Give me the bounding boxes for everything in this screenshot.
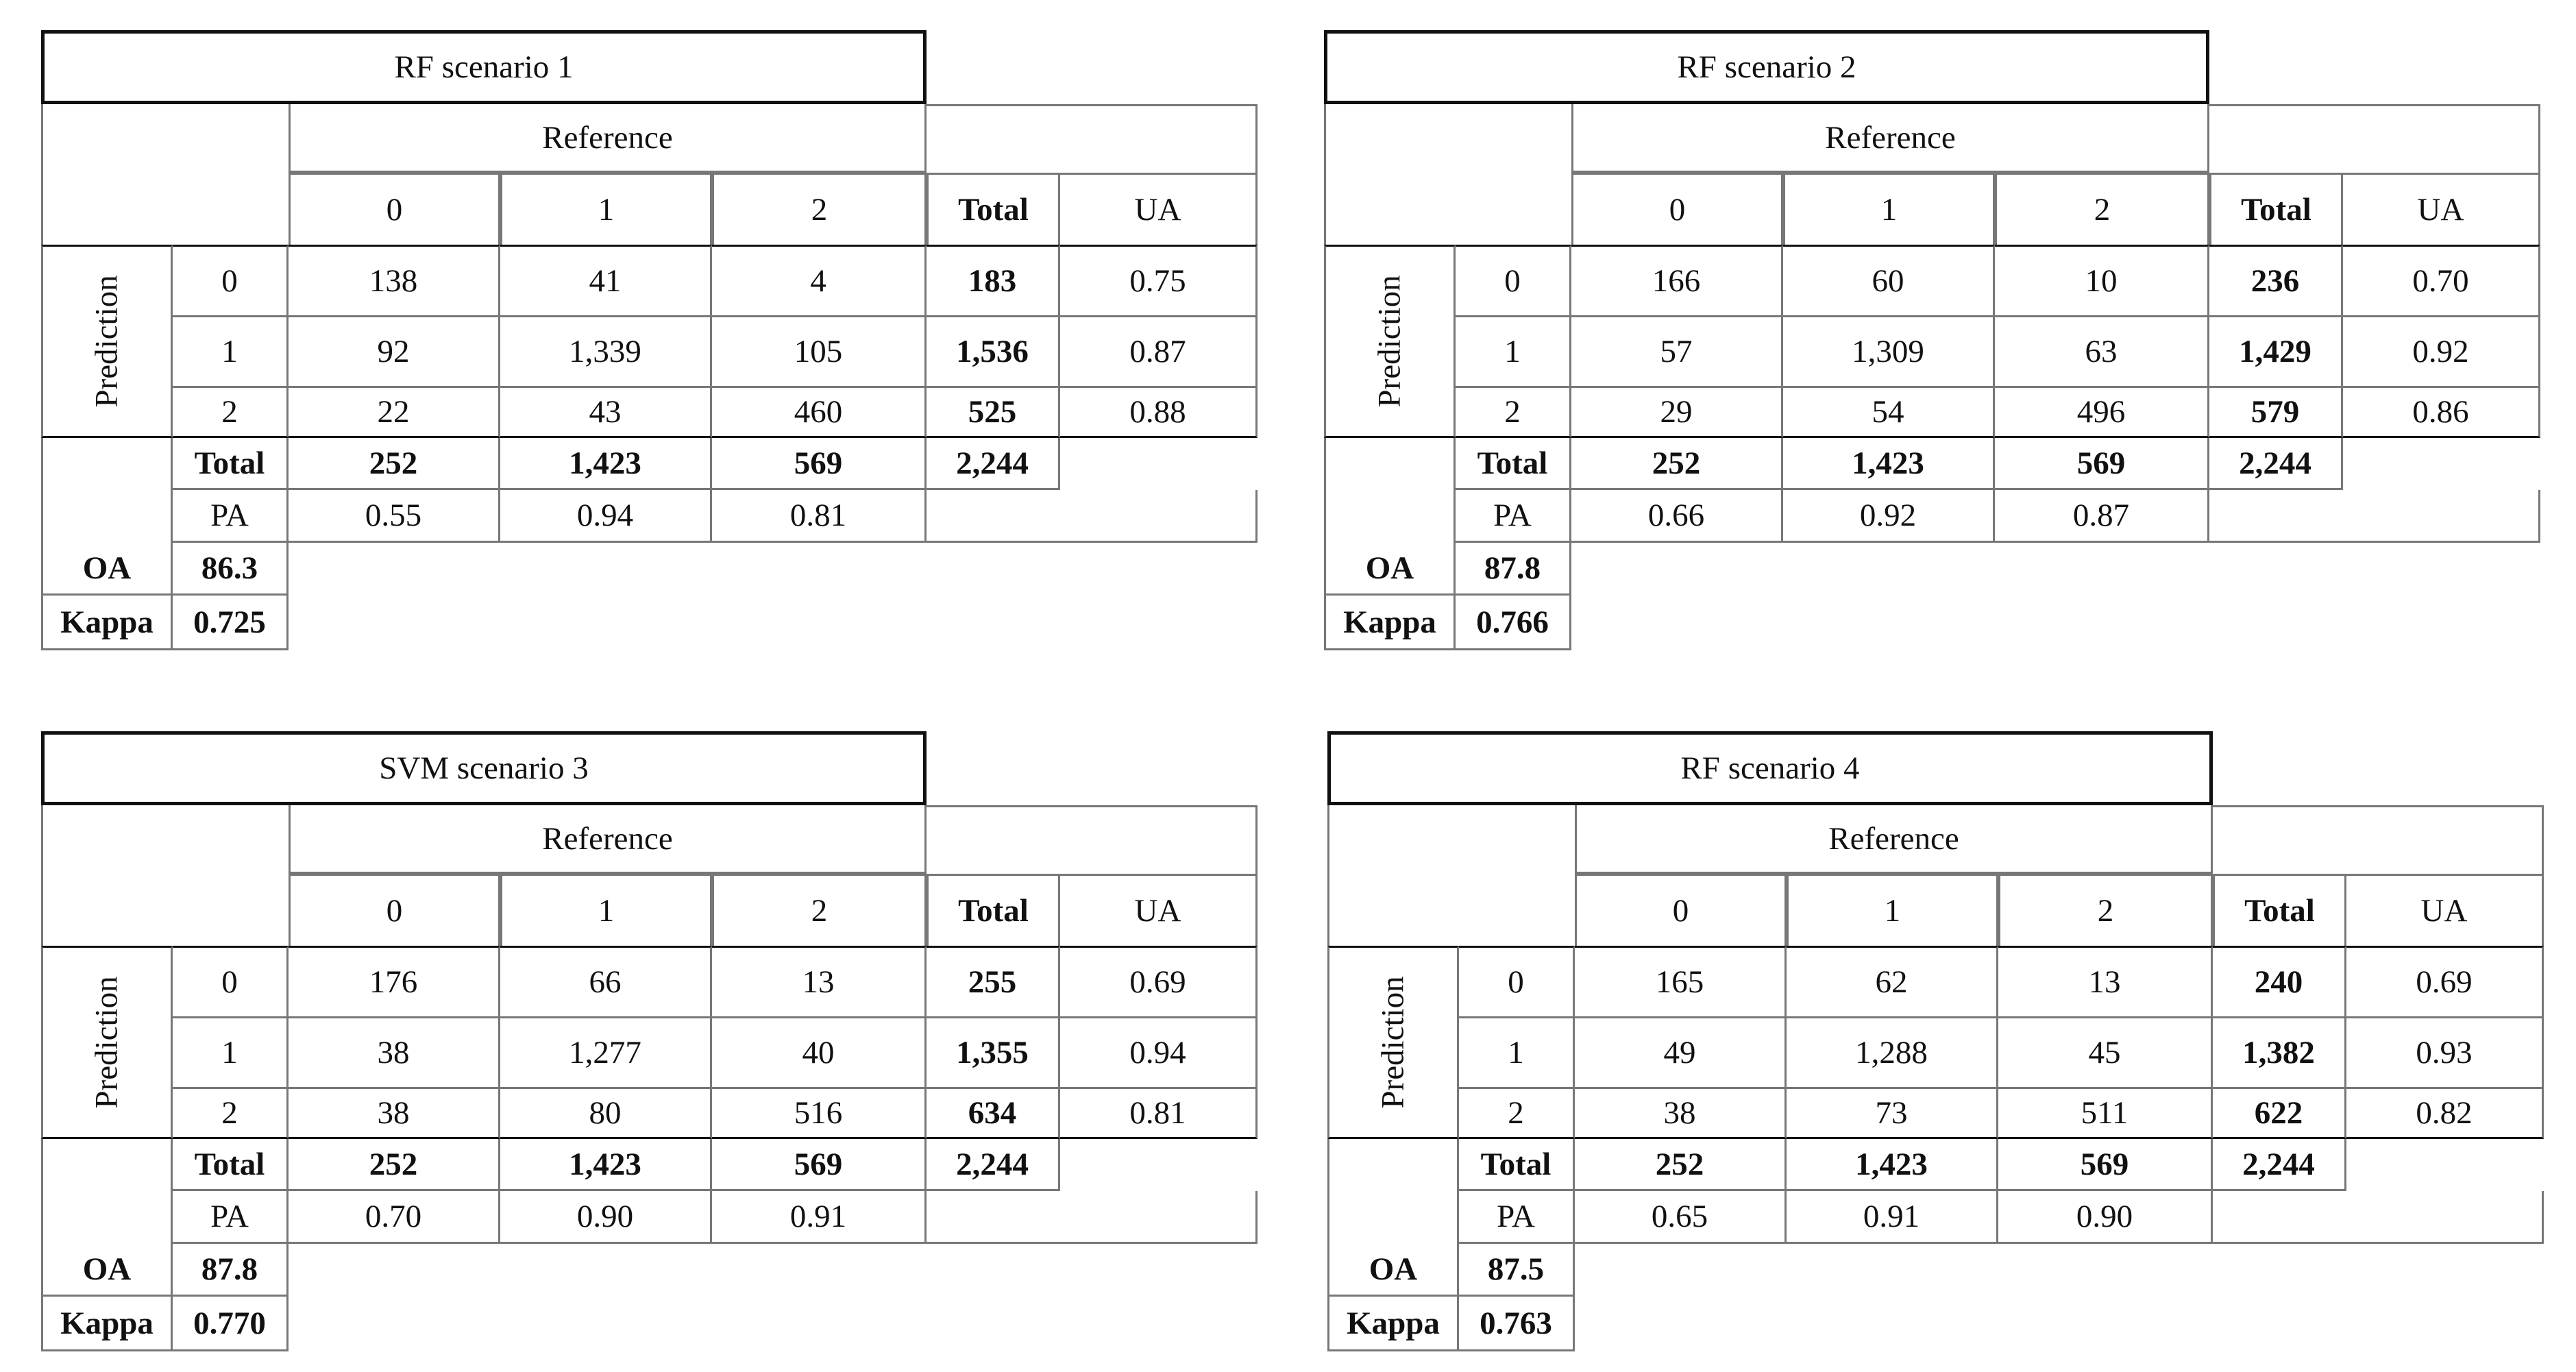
matrix-value: 1,309 xyxy=(1783,315,1995,386)
matrix-value: 13 xyxy=(712,946,927,1016)
reference-class-header: 1 xyxy=(500,874,712,946)
row-total: 1,355 xyxy=(927,1016,1060,1087)
prediction-class-label: 0 xyxy=(1456,245,1571,315)
grand-total: 2,244 xyxy=(927,1139,1060,1191)
reference-class-header: 0 xyxy=(1575,874,1787,946)
producer-accuracy: 0.94 xyxy=(500,490,712,543)
user-accuracy: 0.70 xyxy=(2343,245,2540,315)
user-accuracy: 0.86 xyxy=(2343,386,2540,438)
overall-accuracy: 87.8 xyxy=(1456,543,1571,596)
matrix-value: 38 xyxy=(289,1016,500,1087)
matrix-value: 66 xyxy=(500,946,712,1016)
header-corner xyxy=(41,104,289,245)
header-corner xyxy=(1324,104,1571,245)
user-accuracy: 0.69 xyxy=(2346,946,2544,1016)
prediction-class-label: 1 xyxy=(173,1016,289,1087)
pa-row-label: PA xyxy=(173,1191,289,1244)
prediction-class-label: 2 xyxy=(173,386,289,438)
confusion-matrix-panel xyxy=(1327,731,2551,1351)
matrix-value: 13 xyxy=(1998,946,2213,1016)
producer-accuracy: 0.91 xyxy=(1787,1191,1998,1244)
prediction-class-label: 2 xyxy=(1459,1087,1575,1139)
reference-class-header: 2 xyxy=(1998,874,2213,946)
panel-title: RF scenario 2 xyxy=(1324,30,2209,104)
total-row-spacer xyxy=(41,1139,173,1244)
producer-accuracy: 0.70 xyxy=(289,1191,500,1244)
matrix-value: 60 xyxy=(1783,245,1995,315)
row-total: 1,536 xyxy=(927,315,1060,386)
row-total: 183 xyxy=(927,245,1060,315)
pa-blank xyxy=(2209,490,2540,543)
kappa-label: Kappa xyxy=(1324,596,1456,650)
matrix-value: 496 xyxy=(1995,386,2209,438)
kappa-value: 0.763 xyxy=(1459,1297,1575,1351)
producer-accuracy: 0.65 xyxy=(1575,1191,1787,1244)
oa-label: OA xyxy=(41,1244,173,1297)
reference-class-header: 0 xyxy=(289,173,500,245)
header-corner xyxy=(41,805,289,946)
row-total: 634 xyxy=(927,1087,1060,1139)
producer-accuracy: 0.66 xyxy=(1571,490,1783,543)
reference-class-header: 1 xyxy=(1783,173,1995,245)
matrix-value: 1,339 xyxy=(500,315,712,386)
row-total: 240 xyxy=(2213,946,2346,1016)
ua-column-header: UA xyxy=(2343,173,2540,245)
column-total: 569 xyxy=(1998,1139,2213,1191)
reference-class-header: 2 xyxy=(1995,173,2209,245)
user-accuracy: 0.87 xyxy=(1060,315,1258,386)
matrix-value: 54 xyxy=(1783,386,1995,438)
confusion-matrix-panel xyxy=(41,731,1264,1351)
ua-column-header: UA xyxy=(1060,874,1258,946)
matrix-value: 40 xyxy=(712,1016,927,1087)
kappa-value: 0.766 xyxy=(1456,596,1571,650)
overall-accuracy: 87.8 xyxy=(173,1244,289,1297)
grand-total: 2,244 xyxy=(2209,438,2343,490)
producer-accuracy: 0.81 xyxy=(712,490,927,543)
prediction-class-label: 2 xyxy=(1456,386,1571,438)
oa-label: OA xyxy=(1324,543,1456,596)
oa-label: OA xyxy=(41,543,173,596)
oa-label: OA xyxy=(1327,1244,1459,1297)
prediction-class-label: 1 xyxy=(1456,315,1571,386)
user-accuracy: 0.93 xyxy=(2346,1016,2544,1087)
total-row-spacer xyxy=(1327,1139,1459,1244)
matrix-value: 105 xyxy=(712,315,927,386)
matrix-value: 1,277 xyxy=(500,1016,712,1087)
producer-accuracy: 0.92 xyxy=(1783,490,1995,543)
row-total: 1,382 xyxy=(2213,1016,2346,1087)
kappa-label: Kappa xyxy=(1327,1297,1459,1351)
kappa-label: Kappa xyxy=(41,596,173,650)
matrix-value: 43 xyxy=(500,386,712,438)
reference-class-header: 1 xyxy=(1787,874,1998,946)
prediction-axis-label xyxy=(1324,245,1456,438)
reference-class-header: 2 xyxy=(712,874,927,946)
panel-title: SVM scenario 3 xyxy=(41,731,927,805)
column-total: 569 xyxy=(1995,438,2209,490)
row-total: 622 xyxy=(2213,1087,2346,1139)
kappa-label: Kappa xyxy=(41,1297,173,1351)
ua-column-header: UA xyxy=(1060,173,1258,245)
matrix-value: 10 xyxy=(1995,245,2209,315)
confusion-matrix-panel xyxy=(1324,30,2547,650)
prediction-label-text: Prediction xyxy=(1375,976,1411,1109)
overall-accuracy: 87.5 xyxy=(1459,1244,1575,1297)
column-total: 1,423 xyxy=(500,1139,712,1191)
pa-blank xyxy=(2213,1191,2544,1244)
column-total: 252 xyxy=(1571,438,1783,490)
producer-accuracy: 0.87 xyxy=(1995,490,2209,543)
total-column-header: Total xyxy=(2213,874,2346,946)
prediction-label-text: Prediction xyxy=(1372,275,1408,408)
user-accuracy: 0.88 xyxy=(1060,386,1258,438)
column-total: 1,423 xyxy=(500,438,712,490)
user-accuracy: 0.92 xyxy=(2343,315,2540,386)
column-total: 252 xyxy=(289,438,500,490)
prediction-class-label: 1 xyxy=(173,315,289,386)
header-corner xyxy=(1327,805,1575,946)
matrix-value: 80 xyxy=(500,1087,712,1139)
matrix-value: 138 xyxy=(289,245,500,315)
grand-total: 2,244 xyxy=(2213,1139,2346,1191)
matrix-value: 57 xyxy=(1571,315,1783,386)
reference-class-header: 0 xyxy=(1571,173,1783,245)
ua-column-header: UA xyxy=(2346,874,2544,946)
column-total: 569 xyxy=(712,438,927,490)
matrix-value: 38 xyxy=(289,1087,500,1139)
prediction-class-label: 0 xyxy=(173,946,289,1016)
matrix-value: 165 xyxy=(1575,946,1787,1016)
pa-blank xyxy=(927,490,1258,543)
row-total: 255 xyxy=(927,946,1060,1016)
row-total: 525 xyxy=(927,386,1060,438)
matrix-value: 73 xyxy=(1787,1087,1998,1139)
pa-row-label: PA xyxy=(1459,1191,1575,1244)
total-column-header: Total xyxy=(927,173,1060,245)
matrix-value: 41 xyxy=(500,245,712,315)
prediction-class-label: 0 xyxy=(173,245,289,315)
pa-blank xyxy=(927,1191,1258,1244)
total-row-label: Total xyxy=(173,438,289,490)
overall-accuracy: 86.3 xyxy=(173,543,289,596)
total-row-label: Total xyxy=(173,1139,289,1191)
kappa-value: 0.725 xyxy=(173,596,289,650)
kappa-value: 0.770 xyxy=(173,1297,289,1351)
reference-header: Reference xyxy=(1571,104,2209,173)
producer-accuracy: 0.90 xyxy=(500,1191,712,1244)
reference-class-header: 0 xyxy=(289,874,500,946)
matrix-value: 63 xyxy=(1995,315,2209,386)
matrix-value: 49 xyxy=(1575,1016,1787,1087)
column-total: 252 xyxy=(289,1139,500,1191)
row-total: 579 xyxy=(2209,386,2343,438)
total-row-spacer xyxy=(41,438,173,543)
prediction-axis-label xyxy=(41,946,173,1139)
user-accuracy: 0.94 xyxy=(1060,1016,1258,1087)
matrix-value: 29 xyxy=(1571,386,1783,438)
matrix-value: 176 xyxy=(289,946,500,1016)
user-accuracy: 0.81 xyxy=(1060,1087,1258,1139)
header-blank xyxy=(927,805,1258,874)
row-total: 1,429 xyxy=(2209,315,2343,386)
user-accuracy: 0.69 xyxy=(1060,946,1258,1016)
column-total: 569 xyxy=(712,1139,927,1191)
panel-title: RF scenario 4 xyxy=(1327,731,2213,805)
prediction-class-label: 0 xyxy=(1459,946,1575,1016)
user-accuracy: 0.75 xyxy=(1060,245,1258,315)
reference-header: Reference xyxy=(289,805,927,874)
prediction-label-text: Prediction xyxy=(89,275,125,408)
column-total: 1,423 xyxy=(1783,438,1995,490)
reference-class-header: 1 xyxy=(500,173,712,245)
prediction-axis-label xyxy=(41,245,173,438)
total-row-spacer xyxy=(1324,438,1456,543)
panel-title: RF scenario 1 xyxy=(41,30,927,104)
column-total: 252 xyxy=(1575,1139,1787,1191)
matrix-value: 460 xyxy=(712,386,927,438)
matrix-value: 92 xyxy=(289,315,500,386)
prediction-axis-label xyxy=(1327,946,1459,1139)
matrix-value: 516 xyxy=(712,1087,927,1139)
producer-accuracy: 0.55 xyxy=(289,490,500,543)
header-blank xyxy=(2209,104,2540,173)
matrix-value: 511 xyxy=(1998,1087,2213,1139)
matrix-value: 22 xyxy=(289,386,500,438)
producer-accuracy: 0.90 xyxy=(1998,1191,2213,1244)
pa-row-label: PA xyxy=(1456,490,1571,543)
producer-accuracy: 0.91 xyxy=(712,1191,927,1244)
grand-total: 2,244 xyxy=(927,438,1060,490)
confusion-matrix-panel xyxy=(41,30,1264,650)
total-row-label: Total xyxy=(1456,438,1571,490)
header-blank xyxy=(2213,805,2544,874)
total-column-header: Total xyxy=(2209,173,2343,245)
reference-header: Reference xyxy=(1575,805,2213,874)
matrix-value: 166 xyxy=(1571,245,1783,315)
prediction-class-label: 2 xyxy=(173,1087,289,1139)
matrix-value: 38 xyxy=(1575,1087,1787,1139)
row-total: 236 xyxy=(2209,245,2343,315)
matrix-value: 1,288 xyxy=(1787,1016,1998,1087)
pa-row-label: PA xyxy=(173,490,289,543)
prediction-class-label: 1 xyxy=(1459,1016,1575,1087)
matrix-value: 45 xyxy=(1998,1016,2213,1087)
prediction-label-text: Prediction xyxy=(89,976,125,1109)
matrix-value: 4 xyxy=(712,245,927,315)
user-accuracy: 0.82 xyxy=(2346,1087,2544,1139)
reference-class-header: 2 xyxy=(712,173,927,245)
column-total: 1,423 xyxy=(1787,1139,1998,1191)
matrix-value: 62 xyxy=(1787,946,1998,1016)
total-row-label: Total xyxy=(1459,1139,1575,1191)
total-column-header: Total xyxy=(927,874,1060,946)
reference-header: Reference xyxy=(289,104,927,173)
header-blank xyxy=(927,104,1258,173)
